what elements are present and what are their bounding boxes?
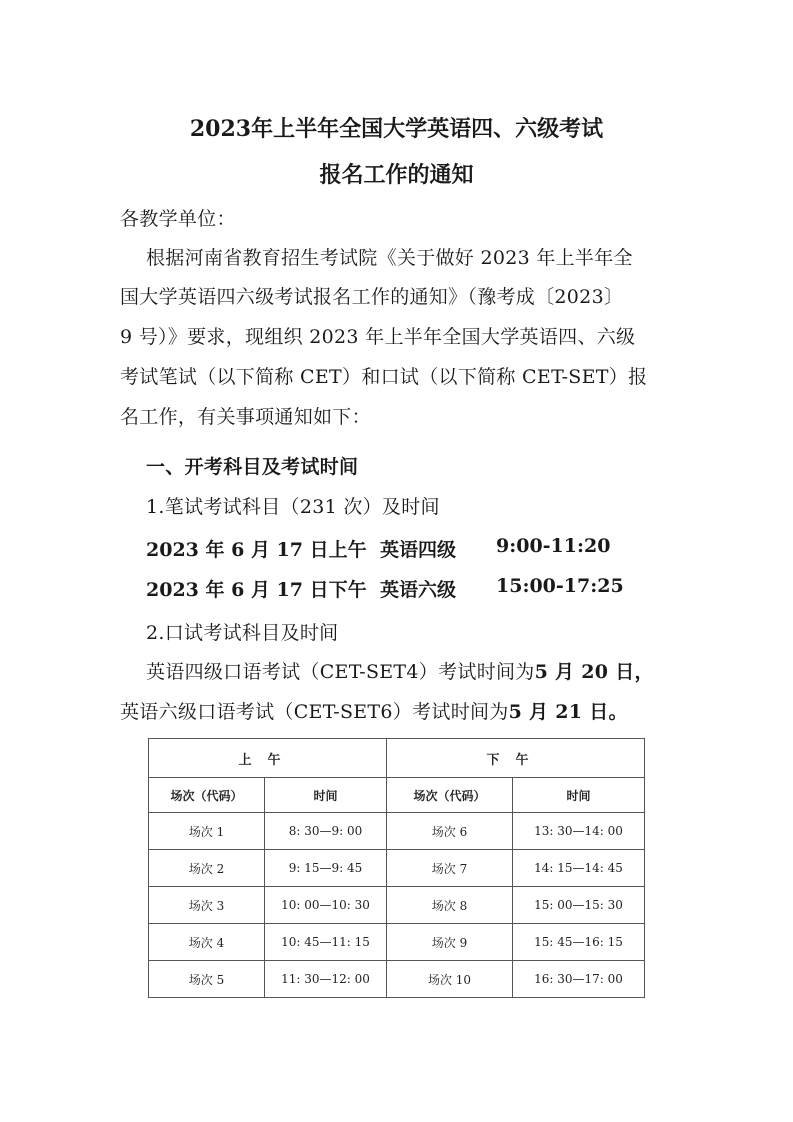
pm-session-cell: 场次 8 [387, 887, 513, 924]
table-row [149, 813, 645, 850]
schedule-subject: 英语四级 [380, 539, 457, 561]
pm-time-cell: 15: 45—16: 15 [513, 924, 645, 961]
written-schedule-row-1 [146, 535, 666, 561]
table-row [149, 887, 645, 924]
pm-time-cell: 14: 15—14: 45 [513, 850, 645, 887]
section1-heading: 一、开考科目及考试时间 [146, 456, 359, 478]
schedule-date: 2023 年 6 月 17 日上午 [146, 539, 367, 561]
oral-line-1-date: 5 月 20 日， [534, 661, 654, 683]
oral-line-2 [120, 697, 628, 724]
am-time-cell: 8: 30—9: 00 [265, 813, 387, 850]
para1-line-1: 根据河南省教育招生考试院《关于做好 2023 年上半年全 [146, 247, 633, 269]
pm-session-cell: 场次 9 [387, 924, 513, 961]
oral-line-1-text: 英语四级口语考试（CET-SET4）考试时间为 [146, 661, 535, 683]
col-time-header: 时间 [513, 778, 645, 813]
pm-session-cell: 场次 7 [387, 850, 513, 887]
am-time-cell: 11: 30—12: 00 [265, 961, 387, 998]
title-line-2: 报名工作的通知 [319, 162, 474, 188]
oral-line-2-text: 英语六级口语考试（CET-SET6）考试时间为 [120, 701, 509, 723]
sub-heading-written: 1.笔试考试科目（231 次）及时间 [146, 496, 440, 518]
para1-line-3: 9 号）》要求，现组织 2023 年上半年全国大学英语四、六级 [120, 326, 636, 348]
table-row [149, 961, 645, 998]
am-session-cell: 场次 2 [149, 850, 265, 887]
pm-session-cell: 场次 6 [387, 813, 513, 850]
schedule-time: 15:00-17:25 [496, 575, 624, 597]
schedule-time: 9:00-11:20 [496, 535, 611, 557]
oral-schedule-table [148, 738, 645, 998]
col-time-header: 时间 [265, 778, 387, 813]
col-session-header: 场次（代码） [387, 778, 513, 813]
morning-header: 上午 [149, 739, 387, 778]
schedule-date: 2023 年 6 月 17 日下午 [146, 579, 367, 601]
pm-session-cell: 场次 10 [387, 961, 513, 998]
salutation: 各教学单位： [120, 208, 236, 230]
oral-line-2-date: 5 月 21 日。 [508, 701, 628, 723]
para1-line-5: 名工作，有关事项通知如下： [120, 406, 371, 428]
table-row [149, 924, 645, 961]
para1-line-2: 国大学英语四六级考试报名工作的通知》（豫考成〔2023〕 [120, 286, 624, 308]
table-header-row [149, 739, 645, 778]
title-line-1: 2023年上半年全国大学英语四、六级考试 [189, 116, 604, 142]
pm-time-cell: 16: 30—17: 00 [513, 961, 645, 998]
afternoon-header: 下午 [387, 739, 645, 778]
col-session-header: 场次（代码） [149, 778, 265, 813]
pm-time-cell: 15: 00—15: 30 [513, 887, 645, 924]
am-time-cell: 9: 15—9: 45 [265, 850, 387, 887]
table-subheader-row [149, 778, 645, 813]
table-row [149, 850, 645, 887]
schedule-subject: 英语六级 [380, 579, 457, 601]
am-session-cell: 场次 1 [149, 813, 265, 850]
am-session-cell: 场次 5 [149, 961, 265, 998]
oral-line-1 [146, 657, 654, 684]
am-time-cell: 10: 45—11: 15 [265, 924, 387, 961]
written-schedule-row-2 [146, 575, 666, 601]
am-session-cell: 场次 4 [149, 924, 265, 961]
pm-time-cell: 13: 30—14: 00 [513, 813, 645, 850]
am-session-cell: 场次 3 [149, 887, 265, 924]
am-time-cell: 10: 00—10: 30 [265, 887, 387, 924]
para1-line-4: 考试笔试（以下简称 CET）和口试（以下简称 CET-SET）报 [120, 366, 648, 388]
sub-heading-oral: 2.口试考试科目及时间 [146, 622, 339, 644]
